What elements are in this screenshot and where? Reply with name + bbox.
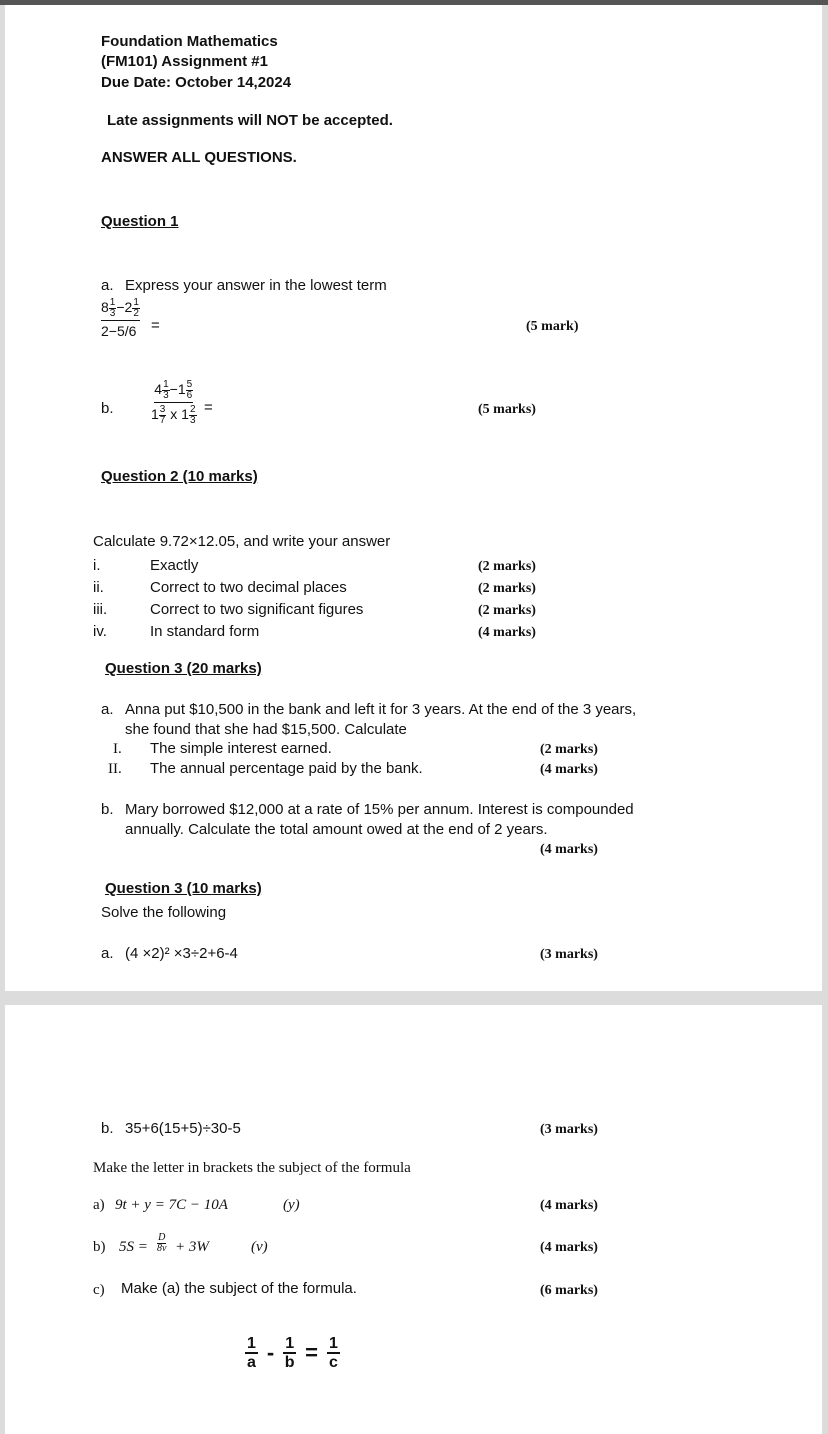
q1a-equals: =: [151, 317, 160, 334]
q3b-line2: annually. Calculate the total amount owed at the end of 2 years.: [125, 821, 548, 838]
q3a-line2: she found that she had $15,500. Calculate: [125, 721, 407, 738]
question-1-title: Question 1: [101, 213, 179, 230]
q3a-item-marks: (2 marks): [540, 742, 598, 757]
instruction: ANSWER ALL QUESTIONS.: [101, 149, 297, 166]
q2-item-num: ii.: [93, 579, 104, 596]
question-2-title: Question 2 (10 marks): [101, 468, 258, 485]
question-3-title: Question 3 (20 marks): [105, 660, 262, 677]
assignment-title: (FM101) Assignment #1: [101, 53, 268, 70]
q1b-label: b.: [101, 400, 114, 417]
q1a-marks: (5 mark): [526, 319, 579, 334]
q1b-marks: (5 marks): [478, 402, 536, 417]
q3a-item-text: The annual percentage paid by the bank.: [150, 760, 423, 777]
q2-item-marks: (2 marks): [478, 581, 536, 596]
q1b-expression: 4 $\frac{1}{3}$ −1 $\frac{5}{6}$ 1 $\frac{3}{7}$ x 1 $\frac{2}{3}$: [151, 379, 196, 426]
solve-b-label: b.: [101, 1120, 114, 1137]
q2-item-marks: (2 marks): [478, 603, 536, 618]
q3b-intro: Solve the following: [101, 904, 227, 921]
document-page-1: [5, 5, 822, 991]
q1a-text: Express your answer in the lowest term: [125, 277, 387, 294]
q1a-expression: 8 $\frac{1}{3}$ −2 $\frac{1}{2}$ 2−5/6: [101, 297, 139, 339]
formula-a-variable: (y): [283, 1197, 300, 1213]
solve-a-label: a.: [101, 945, 114, 962]
q2-item-num: i.: [93, 557, 101, 574]
q1a-label: a.: [101, 277, 114, 294]
q3a-line1: Anna put $10,500 in the bank and left it for 3 years. At the end of the 3 years,: [125, 701, 637, 718]
formula-c-text: Make (a) the subject of the formula.: [121, 1280, 357, 1297]
q1b-equals: =: [204, 399, 213, 416]
formula-a-label: a): [93, 1197, 105, 1213]
solve-b-marks: (3 marks): [540, 1122, 598, 1137]
formula-b-lhs: 5S =: [119, 1239, 148, 1255]
late-notice: Late assignments will NOT be accepted.: [107, 112, 393, 129]
q1a-denominator: 2−5/6: [101, 323, 137, 339]
q2-item-text: In standard form: [150, 623, 260, 640]
question-3b-title: Question 3 (10 marks): [105, 880, 262, 897]
q2-item-text: Correct to two decimal places: [150, 579, 347, 596]
formula-b-label: b): [93, 1239, 106, 1255]
q3b-marks: (4 marks): [540, 842, 598, 857]
formula-b-variable: (v): [251, 1239, 268, 1255]
q3a-item-num: II.: [108, 761, 122, 777]
solve-a-expression: (4 ×2)² ×3÷2+6-4: [125, 945, 238, 962]
q2-intro: Calculate 9.72×12.05, and write your answer: [93, 533, 391, 550]
formula-b-rhs: + 3W: [175, 1239, 209, 1255]
q2-item-text: Correct to two significant figures: [150, 601, 364, 618]
formula-b-fraction: $\frac{D}{8v}$: [157, 1232, 167, 1254]
q2-item-num: iv.: [93, 623, 107, 640]
formula-a-expression: 9t + y = 7C − 10A: [115, 1197, 228, 1213]
solve-a-marks: (3 marks): [540, 947, 598, 962]
q3b-label: b.: [101, 801, 114, 818]
due-date: Due Date: October 14,2024: [101, 74, 292, 91]
q2-item-text: Exactly: [150, 557, 199, 574]
solve-b-expression: 35+6(15+5)÷30-5: [125, 1120, 241, 1137]
formula-c-marks: (6 marks): [540, 1283, 598, 1298]
formula-a-marks: (4 marks): [540, 1198, 598, 1213]
q3a-item-marks: (4 marks): [540, 762, 598, 777]
q3a-item-text: The simple interest earned.: [150, 740, 332, 757]
q3b-line1: Mary borrowed $12,000 at a rate of 15% per annum. Interest is compounded: [125, 801, 634, 818]
course-title: Foundation Mathematics: [101, 33, 278, 50]
reciprocal-formula: 1 a - $\frac{1}{b}$ = $\frac{1}{c}$: [247, 1335, 338, 1371]
q2-item-marks: (4 marks): [478, 625, 536, 640]
q2-item-marks: (2 marks): [478, 559, 536, 574]
formula-c-label: c): [93, 1282, 105, 1298]
formula-intro: Make the letter in brackets the subject of the formula: [93, 1160, 411, 1176]
q3a-item-num: I.: [113, 741, 122, 757]
q2-item-num: iii.: [93, 601, 108, 618]
q3a-label: a.: [101, 701, 114, 718]
document-page-2: [5, 1005, 822, 1434]
formula-b-marks: (4 marks): [540, 1240, 598, 1255]
